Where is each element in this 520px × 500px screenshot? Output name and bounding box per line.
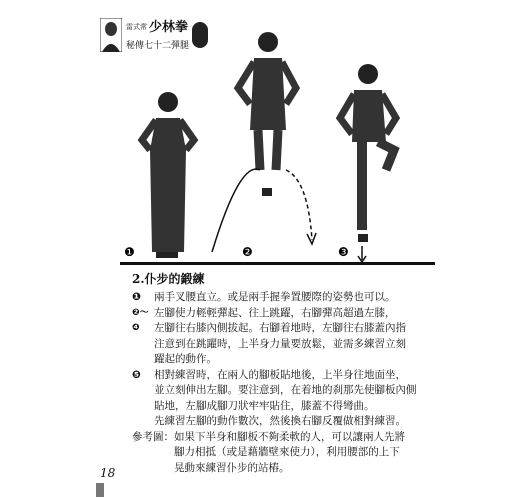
text-line: 貼地，左腳成腳刀狀牢牢貼住，膝蓋不得彎曲。: [154, 399, 375, 412]
paragraph-label: ❺: [132, 368, 141, 381]
text-line: 相對練習時，在兩人的腳板貼地後，上半身往地面坐，: [154, 368, 406, 381]
page-number: 18: [100, 466, 116, 480]
title-main: 少林拳: [149, 20, 189, 35]
text-line: 注意到在跳躍時，上半身力量要放鬆，並需多練習立刻: [154, 337, 406, 350]
note-line: 先練習左腳的動作數次，然後換右腳反覆做相對練習。: [154, 415, 406, 427]
text-line: 晃動來練習仆步的站樁。: [174, 461, 290, 474]
paragraph-label: ❶: [132, 291, 141, 303]
reference-label: 參考圖：: [132, 430, 174, 443]
section-heading: 2.仆步的鍛練: [132, 272, 205, 286]
book-subtitle: 秘傳七十二彈腿: [126, 41, 190, 51]
text-line: 躍起的動作。: [154, 353, 217, 365]
text-line: 腳力相抵（或是藉牆壁來使力），利用腰部的上下: [174, 446, 400, 458]
page-tab: [96, 483, 104, 497]
paragraph: [132, 290, 442, 306]
step-number: ❷: [242, 245, 253, 259]
text-line: 兩手叉腰直立。或是兩手握拳置腰際的姿勢也可以。: [154, 291, 396, 303]
reference-note: [132, 430, 442, 477]
text-line: 左腳往右膝內側拔起。右腳着地時，左腳往右膝蓋內指: [154, 322, 406, 334]
figure-landing: [340, 64, 396, 242]
ground-line: [120, 262, 435, 265]
illustration: [100, 30, 440, 270]
paragraph: [132, 368, 442, 415]
step-number: ❶: [124, 245, 135, 259]
title-prefix: 雷式常: [126, 23, 147, 31]
text-line: 如果下半身和腳板不夠柔軟的人，可以讓兩人先將: [174, 430, 405, 443]
text-line: 左腳使力輕輕彈起、往上跳躍，右腳彈高超過左膝，: [154, 306, 396, 319]
step-number: ❸: [338, 245, 349, 259]
paragraph: [132, 306, 442, 368]
text-line: 並立刻伸出左腳。要注意到，在着地的刹那先使腳板內側: [154, 384, 417, 396]
body-text: [132, 290, 442, 476]
figure-standing: [142, 92, 194, 258]
paragraph-label: ❷～❹: [132, 307, 149, 333]
